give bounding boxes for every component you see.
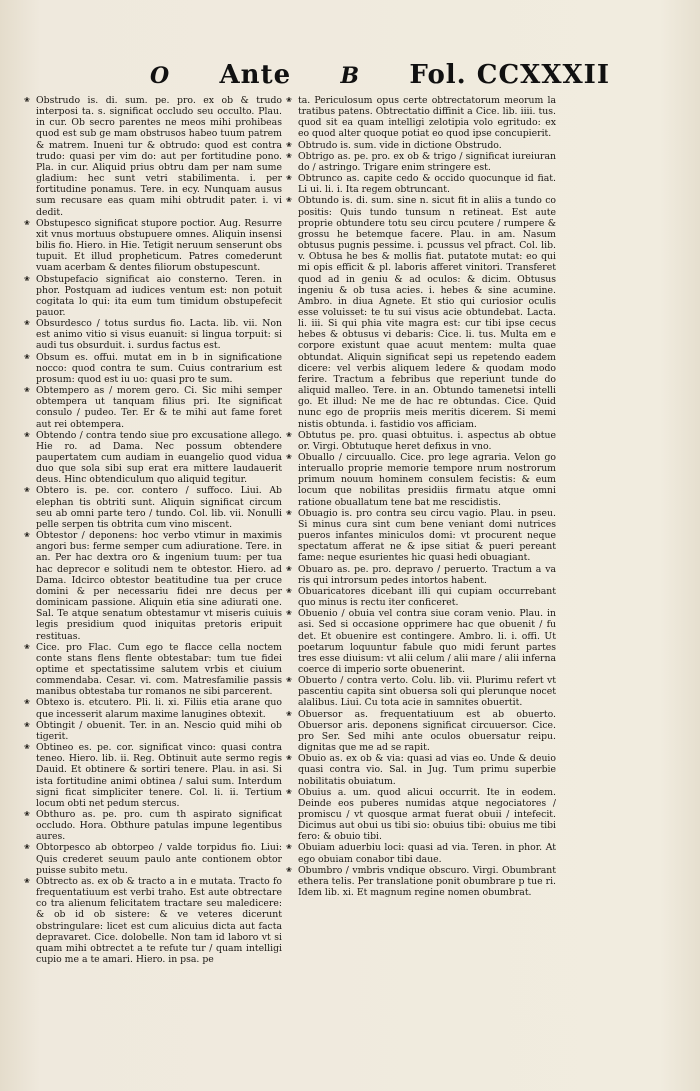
entry-marker-icon: ❀ bbox=[286, 140, 292, 149]
header-mark-right: B bbox=[340, 63, 361, 89]
dictionary-entry bbox=[24, 842, 282, 876]
entry-marker-icon: ❀ bbox=[24, 352, 30, 361]
entry-text: Obthuro as. pe. pro. cum th aspirato significat occludo. Hora. Obthure patulas impune legentibus aures. bbox=[36, 809, 282, 843]
dictionary-entry bbox=[286, 842, 556, 865]
entry-text: Obtingit / obuenit. Ter. in an. Nescio quid mihi ob tigerit. bbox=[36, 719, 282, 742]
dictionary-entry bbox=[286, 173, 556, 196]
dictionary-entry bbox=[286, 150, 556, 173]
dictionary-entry bbox=[286, 786, 556, 843]
entry-marker-icon: ❀ bbox=[24, 743, 30, 752]
entry-marker-icon: ❀ bbox=[24, 96, 30, 104]
entry-marker-icon: ❀ bbox=[286, 843, 292, 852]
entry-marker-icon: ❀ bbox=[24, 698, 30, 707]
entry-text: Cice. pro Flac. Cum ego te flacce cella noctem conte stans flens flente obtestabar: tum tue fidei optime et spectatissime salutem vrbis et ciuium commendaba. Cesar. vi. com. Matresfamilie passis manibus obtestaba tur romanos ne sibi parcerent. bbox=[36, 641, 282, 698]
dictionary-entry bbox=[286, 139, 556, 151]
dictionary-entry bbox=[286, 708, 556, 754]
dictionary-entry bbox=[24, 530, 282, 642]
entry-text: Obtundo is. di. sum. sine n. sicut fit in aliis a tundo co positis: Quis tundo tunsum n retineat. Est aute proprie obtundere totu seu circu pcutere / rumpere & grossu he betemque facere. Plau. in am. Nasum obtusus pugnis pessime. i. pcussus vel pfract. Col. lib. v. Obtusa he bes & mollis fiat. putatote mutat: eo qui mi opis efficit & pl. laboris afferet vinitori. Transferet quod ad in geniu & ad oculos: & dicim. Obtusus ingeniu & ob tusa acies. i. hebes & sine acumine. Ambro. in diua Agnete. Et stio qui curiosior oculis esse voluisset: te tu sui visus acie obtundebat. Lacta. li. iii. Si qui phia vite magra est: cur tibi ipse cecus hebes & obtusus vi debaris: Cice. li. tus. Multa em e corpore existunt quae acuut mentem: multa quae obtundat. Aliquin significat sepi us repetendo eadem dicere: vel verbis aliquem ledere & quodam modo ferire. Tractum a febribus que reperiunt tunde do aliquid malleo. Tere. in an. Obtundo tamenetsi intelli go. Et illud: Ne me de hac re obtundas. Cice. Quid nunc ego de propriis meis meritis dicerem. Si memi nistis obtunda. i. fastidio vos afficiam. bbox=[298, 195, 556, 430]
entry-text: Obtero is. pe. cor. contero / suffoco. Liui. Ab elephan tis obtriti sunt. Aliquin significat circum seu ab omni parte tero / tundo. Col. lib. vii. Nonulli pelle serpen tis obtrita cum vino miscent. bbox=[36, 485, 282, 530]
entry-text: Obuaro as. pe. pro. depravo / peruerto. Tractum a va ris qui introrsum pedes intortos habent. bbox=[298, 563, 556, 586]
header-word: Ante bbox=[219, 60, 292, 90]
entry-text: Obstupesco significat stupore poctior. Aug. Resurre xit vnus mortuus obstupuere omnes. Aliquin insensi bilis fio. Hiero. in Hie. Tetigit neruum senserunt obs tupuit. Et illud propheticum. Patres comederunt vuam acerbam & dentes filiorum obstupescunt. bbox=[36, 217, 282, 274]
dictionary-entry bbox=[286, 563, 556, 586]
entry-text: Obtrecto as. ex ob & tracto a in e mutata. Tracto fo frequentatiuum est verbi traho. Est aute obtrectare co tra alienum felicitatem tractare seu maledicere: & ob id ob sistere: & ve veteres dicerunt obstringulare: licet est cum alicuius dicta aut facta depravaret. Cice. dolobelle. Non tam id laboro vt si quam mihi obtrectet a te refute tur / quam intelligi cupio me a te amari. Hiero. in psa. pe bbox=[36, 875, 282, 966]
dictionary-entry bbox=[24, 385, 282, 430]
dictionary-entry bbox=[24, 429, 282, 486]
entry-marker-icon: ❀ bbox=[286, 709, 292, 718]
entry-text: Obtineo es. pe. cor. significat vinco: quasi contra teneo. Hiero. lib. ii. Reg. Obtinuit aute sermo regis Dauid. Et obtinere & sortiri tenere. Plau. in asi. Si ista fortitudine animi obtinea / salui sum. Interdum signi ficat simpliciter tenere. Col. li. ii. Tertium locum obti net pedum stercus. bbox=[36, 742, 282, 809]
entry-marker-icon: ❀ bbox=[286, 754, 292, 763]
entry-marker-icon: ❀ bbox=[286, 96, 292, 104]
dictionary-entry bbox=[24, 217, 282, 274]
dictionary-entry bbox=[286, 585, 556, 609]
entry-text: Obtestor / deponens: hoc verbo vtimur in maximis angori bus: ferme semper cum adiuratione. Tere. in an. Per hac dextra oro & ingenium tuum: per tua hac deprecor e solitudi nem te obtestor. Hiero. ad Dama. Idcirco obtestor beatitudine tua per cruce domini & per necessariu fidei nre decus per dominicam passione. Aliquin etia sine adiurati one. Sal. Te atque senatum obtestamur vt miseris cuiuis legis presidium quod iniquitas pretoris eripuit restituas. bbox=[36, 530, 282, 642]
entry-marker-icon: ❀ bbox=[24, 218, 30, 227]
entry-marker-icon: ❀ bbox=[286, 787, 292, 796]
dictionary-entry bbox=[286, 452, 556, 508]
entry-text: Obsum es. offui. mutat em in b in significatione nocco: quod contra te sum. Cuius contrarium est prosum: quod est iu uo: quasi pro te sum. bbox=[36, 351, 282, 385]
dictionary-entry bbox=[286, 864, 556, 899]
dictionary-entry bbox=[286, 675, 556, 709]
entry-text: Obtutus pe. pro. quasi obtuitus. i. aspectus ab obtue or. Virgi. Obtutuque heret defixus in vno. bbox=[298, 429, 556, 452]
entry-text: Obuenio / obuia vel contra siue coram venio. Plau. in asi. Sed si occasione opprimere hac que obuenit / fu det. Et obuenire est contingere. Ambro. li. i. offi. Ut poetarum loquuntur fabule quo midi ferunt partes tres esse diuisum: vt alii celum / alii mare / alii inferna coerce di imperio sorte obuenerint. bbox=[298, 608, 556, 675]
entry-text: Obuagio is. pro contra seu circu vagio. Plau. in pseu. Si minus cura sint cum bene veniant domi nutrices pueros infantes miniculos domi: vt procurent neque spectatum afferat ne & ipse sitiat & pueri pereant fame: neque esurientes hic quasi hedi obuagiant. bbox=[298, 507, 556, 564]
entry-marker-icon: ❀ bbox=[24, 386, 30, 395]
entry-marker-icon: ❀ bbox=[286, 609, 292, 618]
entry-text: Obuius a. um. quod alicui occurrit. Ite in eodem. Deinde eos puberes numidas atque negociatores / promiscu / vt quosque armat fuerat obuii / intefecit. Dicimus aut obui us tibi sio: obuius tibi: obuius me tibi fero: & obuio tibi. bbox=[298, 786, 556, 843]
dictionary-entry bbox=[24, 742, 282, 809]
entry-text: Obstrudo is. di. sum. pe. pro. ex ob & trudo interposi ta. s. significat occludo seu occulto. Plau. in cur. Ob secro parentes ne meos mihi prohibeas quod est sub ge mam obstrusos habeo tuum patrem & matrem. Inueni tur & obtrudo: quod est contra trudo: quasi per vim do: aut per fortitudine pono. Pla. in cur. Aliquid prius obtru dam per nam sume gladium: hec sunt vetri stabilimenta. i. per fortitudine ponamus. Tere. in ecy. Nunquam ausus sum recusare eas quam mihi obtrudit pater. i. vi dedit. bbox=[36, 95, 282, 218]
dictionary-entry bbox=[286, 195, 556, 430]
entry-text: Obtrunco as. capite cedo & occido quocunque id fiat. Li ui. li. i. Ita regem obtruncant. bbox=[298, 173, 556, 196]
dictionary-entry bbox=[286, 507, 556, 564]
dictionary-entry bbox=[286, 95, 556, 140]
entry-text: Obuiam aduerbiu loci: quasi ad via. Teren. in phor. At ego obuiam conabor tibi daue. bbox=[298, 842, 556, 865]
entry-marker-icon: ❀ bbox=[286, 508, 292, 517]
entry-marker-icon: ❀ bbox=[24, 319, 30, 328]
header-mark-left: O bbox=[150, 63, 171, 89]
entry-marker-icon: ❀ bbox=[286, 196, 292, 205]
dictionary-entry bbox=[24, 809, 282, 843]
entry-text: Obuaricatores dicebant illi qui cupiam occurrebant quo minus is rectu iter conficeret. bbox=[298, 585, 556, 609]
entry-text: ta. Periculosum opus certe obtrectatorum meorum la tratibus patens. Obtrectatio diffinit a Cice. lib. iiii. tus. quod sit ea quam intelligi zelotipia volo egritudo: ex eo quod alter quoque potiat eo quod ipse concupierit. bbox=[298, 95, 556, 140]
entry-text: Obtempero as / morem gero. Ci. Sic mihi semper obtempera ut tanquam filius pri. Ite significat consulo / pudeo. Ter. Er & te mihi aut fame foret aut rei obtempera. bbox=[36, 385, 282, 430]
dictionary-entry bbox=[24, 485, 282, 530]
entry-text: Obtendo / contra tendo siue pro excusatione allego. Hie ro. ad Dama. Nec possum obtendere paupertatem cum audiam in euangelio quod vidua duo que sola sibi sup erat era mittere laudauerit deus. Hinc obtendiculum quo aliquid tegitur. bbox=[36, 429, 282, 486]
dictionary-entry bbox=[24, 273, 282, 319]
running-header bbox=[150, 60, 610, 100]
entry-text: Obtrudo is. sum. vide in dictione Obstrudo. bbox=[298, 139, 502, 151]
left-column bbox=[24, 95, 282, 966]
entry-text: Obuallo / circuuallo. Cice. pro lege agraria. Velon go interuallo proprie memorie tempore nrum nostrorum primum nouum hominem consulem fecistis: & eum locum que nobilitas presidiis firmatu atque omni ratione obuallatum tene bat me rescidistis. bbox=[298, 452, 556, 508]
entry-marker-icon: ❀ bbox=[286, 430, 292, 439]
entry-marker-icon: ❀ bbox=[286, 151, 292, 160]
entry-marker-icon: ❀ bbox=[24, 720, 30, 729]
entry-marker-icon: ❀ bbox=[24, 876, 30, 885]
entry-text: Obuio as. ex ob & via: quasi ad vias eo. Unde & deuio quasi contra vio. Sal. in Jug. Tum primu superbie nobilitatis obuiatum. bbox=[298, 753, 556, 787]
entry-marker-icon: ❀ bbox=[24, 843, 30, 852]
dictionary-entry bbox=[24, 318, 282, 352]
entry-marker-icon: ❀ bbox=[24, 531, 30, 540]
dictionary-entry bbox=[24, 641, 282, 698]
entry-text: Obuerto / contra verto. Colu. lib. vii. Plurimu refert vt pascentiu capita sint obuersa soli qui plerunque nocet alalibus. Liui. Cu tota acie in samnites obuertit. bbox=[298, 675, 556, 709]
right-column bbox=[286, 95, 556, 935]
folio-number: Fol. CCXXXII bbox=[409, 60, 610, 90]
dictionary-entry bbox=[24, 719, 282, 742]
dictionary-entry bbox=[286, 753, 556, 787]
entry-text: Obsurdesco / totus surdus fio. Lacta. lib. vii. Non est animo vitio si visus euanuit: si lingua torpuit: si audi tus obsurduit. i. surdus factus est. bbox=[36, 318, 282, 352]
dictionary-entry bbox=[286, 608, 556, 675]
entry-marker-icon: ❀ bbox=[286, 453, 292, 461]
dictionary-entry bbox=[24, 351, 282, 385]
dictionary-entry bbox=[286, 429, 556, 452]
dictionary-entry bbox=[24, 95, 282, 218]
entry-marker-icon: ❀ bbox=[24, 274, 30, 283]
dictionary-entry bbox=[24, 875, 282, 966]
entry-marker-icon: ❀ bbox=[286, 586, 292, 595]
entry-text: Obumbro / vmbris vndique obscuro. Virgi. Obumbrant ethera telis. Per translatione ponit obumbrare p tue ri. Idem lib. xi. Et magnum regine nomen obumbrat. bbox=[298, 864, 556, 899]
entry-text: Obtexo is. etcutero. Pli. li. xi. Filiis etia arane quo que incesserit alarum maxime lanugines obtexit. bbox=[36, 697, 282, 720]
entry-marker-icon: ❀ bbox=[286, 865, 292, 874]
entry-marker-icon: ❀ bbox=[24, 810, 30, 818]
entry-text: Obstupefacio significat aio consterno. Teren. in phor. Postquam ad iudices ventum est: non potuit cogitata lo qui: ita eum tum timidum obstupefecit pauor. bbox=[36, 273, 282, 318]
entry-text: Obuersor as. frequentatiuum est ab obuerto. Obuersor aris. deponens significat circuuersor. Cice. pro Ser. Sed mihi ante oculos obuersatur reipu. dignitas que me ad se rapit. bbox=[298, 708, 556, 754]
entry-marker-icon: ❀ bbox=[24, 430, 30, 439]
entry-text: Obtorpesco ab obtorpeo / valde torpidus fio. Liui: Quis crederet seuum paulo ante contionem obtor puisse subito metu. bbox=[36, 842, 282, 876]
entry-marker-icon: ❀ bbox=[24, 642, 30, 651]
entry-marker-icon: ❀ bbox=[24, 486, 30, 495]
entry-text: Obtrigo as. pe. pro. ex ob & trigo / significat iureiuran do / astringo. Trigare enim stringere est. bbox=[298, 150, 556, 173]
entry-marker-icon: ❀ bbox=[286, 676, 292, 685]
entry-marker-icon: ❀ bbox=[286, 174, 292, 183]
dictionary-entry bbox=[24, 697, 282, 720]
entry-marker-icon: ❀ bbox=[286, 564, 292, 573]
